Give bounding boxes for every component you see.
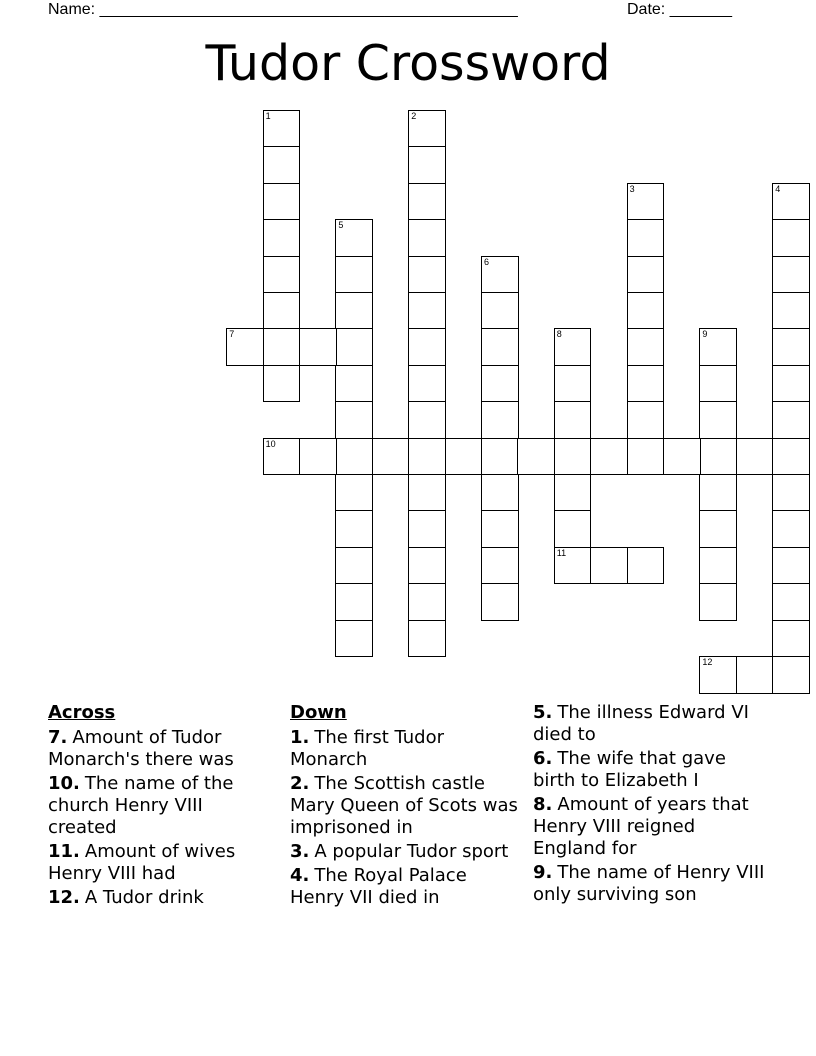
clue-text: The name of Henry VIII only surviving son — [533, 862, 765, 905]
grid-cell[interactable] — [263, 292, 301, 330]
grid-cell[interactable] — [481, 365, 519, 403]
clue-number: 4. — [290, 865, 310, 886]
grid-cell[interactable] — [263, 438, 301, 476]
page-title: Tudor Crossword — [205, 35, 611, 92]
grid-cell[interactable] — [263, 146, 301, 184]
clue-text: The wife that gave birth to Elizabeth I — [533, 748, 726, 791]
grid-cell[interactable] — [481, 583, 519, 621]
clue-number: 5. — [533, 702, 553, 723]
clue-item — [48, 727, 268, 771]
grid-cell[interactable] — [408, 256, 446, 294]
grid-cell[interactable] — [699, 547, 737, 585]
clue-text: The name of the church Henry VIII created — [48, 773, 234, 838]
clue-item — [290, 865, 526, 909]
grid-cell[interactable] — [481, 547, 519, 585]
clue-number: 12. — [48, 887, 80, 908]
grid-cell[interactable] — [263, 256, 301, 294]
grid-cell[interactable] — [481, 474, 519, 512]
grid-cell[interactable] — [408, 620, 446, 658]
grid-cell[interactable] — [372, 438, 410, 476]
clue-number-label: 1 — [265, 111, 271, 121]
grid-cell[interactable] — [772, 365, 810, 403]
grid-cell[interactable] — [263, 110, 301, 148]
grid-cell[interactable] — [699, 583, 737, 621]
grid-cell[interactable] — [699, 474, 737, 512]
grid-cell[interactable] — [335, 620, 373, 658]
grid-cell[interactable] — [699, 438, 737, 476]
grid-cell[interactable] — [772, 656, 810, 694]
grid-cell[interactable] — [772, 620, 810, 658]
grid-cell[interactable] — [481, 438, 519, 476]
grid-cell[interactable] — [299, 438, 337, 476]
grid-cell[interactable] — [481, 401, 519, 439]
grid-cell[interactable] — [554, 438, 592, 476]
clue-number-label: 10 — [265, 438, 276, 449]
grid-cell[interactable] — [408, 510, 446, 548]
grid-cell[interactable] — [699, 656, 737, 694]
grid-cell[interactable] — [408, 292, 446, 330]
grid-cell[interactable] — [590, 438, 628, 476]
clue-text: The Scottish castle Mary Queen of Scots was imprisoned in — [290, 773, 518, 838]
grid-cell[interactable] — [554, 510, 592, 548]
grid-cell[interactable] — [299, 328, 337, 366]
grid-cell[interactable] — [627, 401, 665, 439]
grid-cell[interactable] — [335, 438, 373, 476]
clue-number: 11. — [48, 841, 80, 862]
clue-number-label: 8 — [556, 329, 562, 340]
grid-cell[interactable] — [335, 401, 373, 439]
clue-text: The first Tudor Monarch — [290, 727, 444, 770]
grid-cell[interactable] — [772, 292, 810, 330]
clue-number: 6. — [533, 748, 553, 769]
grid-cell[interactable] — [699, 401, 737, 439]
grid-cell[interactable] — [554, 474, 592, 512]
across-heading: Across — [48, 702, 116, 723]
grid-cell[interactable] — [699, 365, 737, 403]
clue-item — [533, 702, 765, 746]
grid-cell[interactable] — [590, 547, 628, 585]
grid-cell[interactable] — [554, 401, 592, 439]
grid-cell[interactable] — [627, 256, 665, 294]
clue-number: 7. — [48, 727, 68, 748]
grid-cell[interactable] — [335, 474, 373, 512]
clue-number: 8. — [533, 794, 553, 815]
grid-cell[interactable] — [772, 474, 810, 512]
grid-cell[interactable] — [335, 583, 373, 621]
grid-cell[interactable] — [772, 438, 810, 476]
grid-cell[interactable] — [481, 510, 519, 548]
down-clues-continued — [533, 702, 765, 908]
down-heading: Down — [290, 702, 347, 723]
date-field-label: Date: _______ — [627, 1, 732, 18]
grid-cell[interactable] — [627, 219, 665, 257]
down-clues — [290, 702, 526, 911]
grid-cell[interactable] — [335, 292, 373, 330]
grid-cell[interactable] — [772, 510, 810, 548]
clue-number-label: 5 — [338, 220, 344, 231]
grid-cell[interactable] — [408, 146, 446, 184]
grid-cell[interactable] — [736, 656, 774, 694]
clue-number-label: 4 — [775, 183, 781, 194]
grid-cell[interactable] — [408, 110, 446, 148]
clue-text: Amount of Tudor Monarch's there was — [48, 727, 234, 770]
clue-item — [533, 794, 765, 860]
clue-number-label: 9 — [702, 329, 708, 340]
grid-cell[interactable] — [335, 256, 373, 294]
clue-text: A Tudor drink — [84, 887, 204, 908]
clue-number-label: 3 — [629, 183, 635, 194]
grid-cell[interactable] — [627, 438, 665, 476]
clue-item — [48, 841, 268, 885]
grid-cell[interactable] — [554, 328, 592, 366]
grid-cell[interactable] — [263, 219, 301, 257]
grid-cell[interactable] — [772, 183, 810, 221]
grid-cell[interactable] — [263, 183, 301, 221]
clue-text: The Royal Palace Henry VII died in — [290, 865, 467, 908]
grid-cell[interactable] — [263, 328, 301, 366]
grid-cell[interactable] — [481, 328, 519, 366]
grid-cell[interactable] — [335, 547, 373, 585]
grid-cell[interactable] — [408, 328, 446, 366]
grid-cell[interactable] — [663, 438, 701, 476]
grid-cell[interactable] — [772, 401, 810, 439]
grid-cell[interactable] — [772, 583, 810, 621]
grid-cell[interactable] — [408, 219, 446, 257]
grid-cell[interactable] — [408, 365, 446, 403]
clue-text: Amount of years that Henry VIII reigned England for — [533, 794, 749, 859]
clue-item — [290, 773, 526, 839]
clue-number-label: 12 — [702, 657, 713, 667]
grid-cell[interactable] — [408, 183, 446, 221]
grid-cell[interactable] — [335, 328, 373, 366]
grid-cell[interactable] — [554, 547, 592, 585]
grid-cell[interactable] — [772, 219, 810, 257]
clue-number: 3. — [290, 841, 310, 862]
grid-cell[interactable] — [627, 292, 665, 330]
grid-cell[interactable] — [736, 438, 774, 476]
grid-cell[interactable] — [772, 547, 810, 585]
grid-cell[interactable] — [627, 365, 665, 403]
clue-number-label: 7 — [229, 329, 235, 340]
clue-item — [48, 773, 268, 839]
grid-cell[interactable] — [408, 583, 446, 621]
grid-cell[interactable] — [226, 328, 264, 366]
grid-cell[interactable] — [408, 474, 446, 512]
grid-cell[interactable] — [699, 328, 737, 366]
grid-cell[interactable] — [408, 438, 446, 476]
clue-number-label: 6 — [484, 256, 490, 267]
grid-cell[interactable] — [554, 365, 592, 403]
across-clues — [48, 702, 268, 911]
grid-cell[interactable] — [627, 328, 665, 366]
clue-item — [290, 727, 526, 771]
clue-item — [290, 841, 526, 863]
grid-cell[interactable] — [772, 328, 810, 366]
grid-cell[interactable] — [445, 438, 483, 476]
grid-cell[interactable] — [335, 365, 373, 403]
clue-text: A popular Tudor sport — [314, 841, 509, 862]
grid-cell[interactable] — [408, 401, 446, 439]
clue-text: Amount of wives Henry VIII had — [48, 841, 236, 884]
name-field-label: Name: _______________________________________________ — [48, 1, 518, 18]
grid-cell[interactable] — [335, 510, 373, 548]
clue-number: 1. — [290, 727, 310, 748]
clue-number: 2. — [290, 773, 310, 794]
grid-cell[interactable] — [772, 256, 810, 294]
grid-cell[interactable] — [627, 183, 665, 221]
clue-item — [533, 862, 765, 906]
clue-text: The illness Edward VI died to — [533, 702, 749, 745]
clue-number-label: 11 — [556, 547, 567, 558]
clue-item — [48, 887, 268, 909]
clue-number-label: 2 — [411, 111, 417, 121]
grid-cell[interactable] — [627, 547, 665, 585]
grid-cell[interactable] — [481, 256, 519, 294]
grid-cell[interactable] — [481, 292, 519, 330]
grid-cell[interactable] — [335, 219, 373, 257]
grid-cell[interactable] — [263, 365, 301, 403]
grid-cell[interactable] — [517, 438, 555, 476]
clue-item — [533, 748, 765, 792]
grid-cell[interactable] — [408, 547, 446, 585]
clue-number: 9. — [533, 862, 553, 883]
clue-number: 10. — [48, 773, 80, 794]
grid-cell[interactable] — [699, 510, 737, 548]
